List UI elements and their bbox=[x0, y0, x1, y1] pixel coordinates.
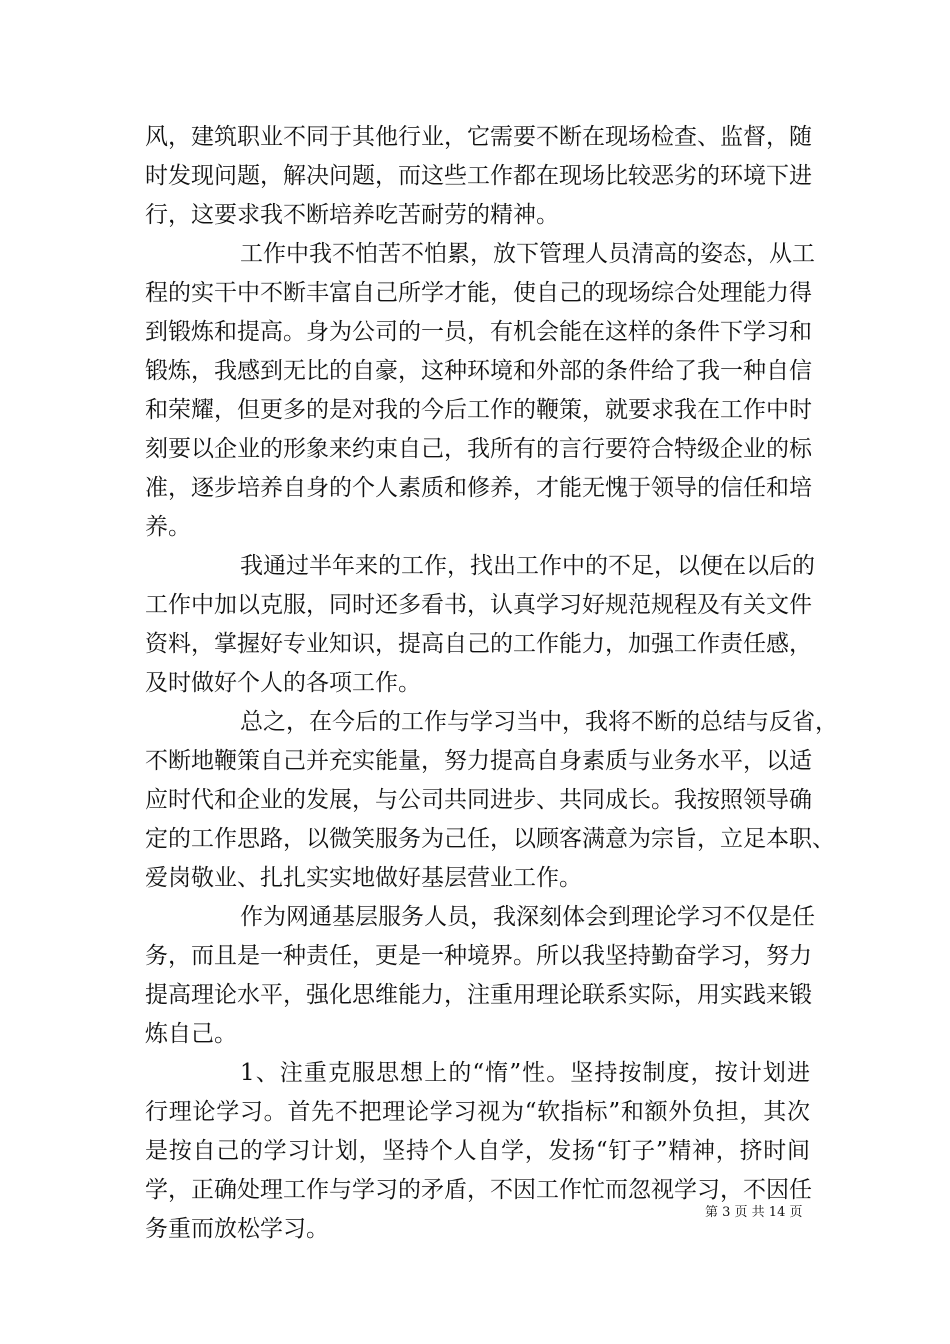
paragraph-first-line: 我通过半年来的工作，找出工作中的不足，以便在以后的 bbox=[240, 553, 815, 579]
text-line: 定的工作思路，以微笑服务为己任，以顾客满意为宗旨，立足本职、 bbox=[145, 826, 835, 852]
text-line: 程的实干中不断丰富自己所学才能，使自己的现场综合处理能力得 bbox=[145, 280, 812, 306]
text-line: 工作中加以克服，同时还多看书，认真学习好规范规程及有关文件 bbox=[145, 592, 812, 618]
text-line: 到锻炼和提高。身为公司的一员，有机会能在这样的条件下学习和 bbox=[145, 319, 812, 345]
text-line: 学，正确处理工作与学习的矛盾，不因工作忙而忽视学习，不因任 bbox=[145, 1177, 812, 1203]
text-line: 行理论学习。首先不把理论学习视为“软指标”和额外负担，其次 bbox=[145, 1099, 810, 1125]
text-line: 风，建筑职业不同于其他行业，它需要不断在现场检查、监督，随 bbox=[145, 124, 812, 150]
paragraph-first-line: 工作中我不怕苦不怕累，放下管理人员清高的姿态，从工 bbox=[240, 241, 815, 267]
text-line: 刻要以企业的形象来约束自己，我所有的言行要符合特级企业的标 bbox=[145, 436, 812, 462]
text-line: 炼自己。 bbox=[145, 1021, 237, 1047]
text-line: 及时做好个人的各项工作。 bbox=[145, 670, 421, 696]
text-line: 爱岗敬业、扎扎实实地做好基层营业工作。 bbox=[145, 865, 582, 891]
text-line: 养。 bbox=[145, 514, 191, 540]
text-line: 务，而且是一种责任，更是一种境界。所以我坚持勤奋学习，努力 bbox=[145, 943, 812, 969]
paragraph-first-line: 作为网通基层服务人员，我深刻体会到理论学习不仅是任 bbox=[240, 904, 815, 930]
text-line: 应时代和企业的发展，与公司共同进步、共同成长。我按照领导确 bbox=[145, 787, 812, 813]
text-line: 准，逐步培养自身的个人素质和修养，才能无愧于领导的信任和培 bbox=[145, 475, 812, 501]
text-line: 是按自己的学习计划，坚持个人自学，发扬“钉子”精神，挤时间 bbox=[145, 1138, 810, 1164]
page-number-footer: 第 3 页 共 14 页 bbox=[705, 1205, 803, 1220]
paragraph-first-line: 总之，在今后的工作与学习当中，我将不断的总结与反省， bbox=[240, 709, 838, 735]
text-line: 不断地鞭策自己并充实能量，努力提高自身素质与业务水平，以适 bbox=[145, 748, 812, 774]
text-line: 时发现问题，解决问题，而这些工作都在现场比较恶劣的环境下进 bbox=[145, 163, 812, 189]
text-line: 行，这要求我不断培养吃苦耐劳的精神。 bbox=[145, 202, 559, 228]
text-line: 锻炼，我感到无比的自豪，这种环境和外部的条件给了我一种自信 bbox=[145, 358, 812, 384]
text-line: 资料，掌握好专业知识，提高自己的工作能力，加强工作责任感， bbox=[145, 631, 812, 657]
text-line: 和荣耀，但更多的是对我的今后工作的鞭策，就要求我在工作中时 bbox=[145, 397, 812, 423]
text-line: 提高理论水平，强化思维能力，注重用理论联系实际，用实践来锻 bbox=[145, 982, 812, 1008]
paragraph-first-line: 1、注重克服思想上的“惰”性。坚持按制度，按计划进 bbox=[240, 1060, 810, 1086]
text-line: 务重而放松学习。 bbox=[145, 1216, 329, 1242]
